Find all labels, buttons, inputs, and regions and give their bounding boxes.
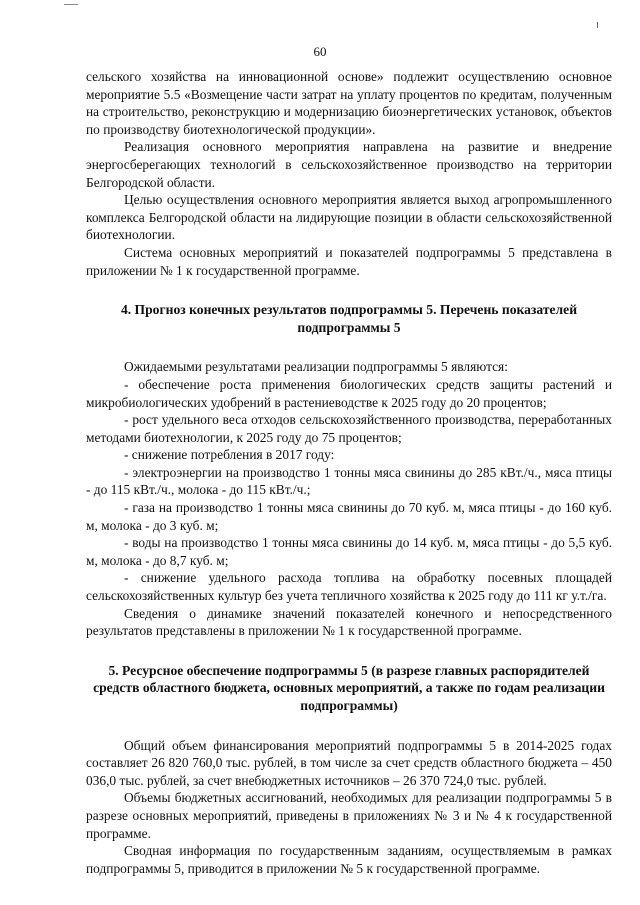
paragraph: Общий объем финансирования мероприятий подпрограммы 5 в 2014-2025 годах составляет 26 820 760,0 тыс. рублей, в том числе за счет средств областного бюджета – 450 036,0 тыс. рублей, за счет внебюджетных источников – 26 370 724,0 тыс. рублей. — [86, 737, 612, 788]
paragraph: Реализация основного мероприятия направлена на развитие и внедрение энергосберегающих технологий в сельскохозяйственное производство на территории Белгородской области. — [86, 139, 612, 190]
list-item: - воды на производство 1 тонны мяса свинины до 14 куб. м, мяса птицы - до 5,5 куб. м, молока - до 8,7 куб. м; — [86, 535, 612, 568]
paragraph: Система основных мероприятий и показателей подпрограммы 5 представлена в приложении № 1 к государственной программе. — [86, 244, 612, 278]
paragraph: Ожидаемыми результатами реализации подпрограммы 5 являются: — [124, 359, 508, 375]
list-item: - снижение удельного расхода топлива на обработку посевных площадей сельскохозяйственных культур без учета тепличного хозяйства к 2025 году до 111 кг у.т./га. — [86, 570, 612, 604]
list-item: - электроэнергии на производство 1 тонны мяса свинины до 285 кВт./ч., мяса птицы - до 115 кВт./ч., молока - до 115 кВт./ч.; — [86, 464, 612, 498]
paragraph: Объемы бюджетных ассигнований, необходимых для реализации подпрограммы 5 в разрезе основных мероприятий, приведены в приложениях № 3 и № 4 к государственной программе. — [86, 790, 612, 841]
document-body — [86, 68, 612, 877]
section-heading-5: 5. Ресурсное обеспечение подпрограммы 5 (в разрезе главных распорядителей средств областного бюджета, основных мероприятий, а также по годам реализации подпрограммы) — [93, 662, 605, 713]
paragraph: Сведения о динамике значений показателей конечного и непосредственного результатов представлены в приложении № 1 к государственной программе. — [86, 605, 612, 639]
scan-artifact-tick — [597, 22, 598, 28]
list-item: - обеспечение роста применения биологических средств защиты растений и микробиологических удобрений в растениеводстве к 2025 году до 20 процентов; — [86, 376, 612, 410]
paragraph: Сводная информация по государственным заданиям, осуществляемым в рамках подпрограммы 5, приводится в приложении № 5 к государственной программе. — [86, 843, 612, 876]
paragraph: Целью осуществления основного мероприятия является выход агропромышленного комплекса Белгородской области на лидирующие позиции в области сельскохозяйственной биотехнологии. — [86, 192, 612, 243]
list-item: - снижение потребления в 2017 году: — [124, 447, 335, 463]
list-item: - газа на производство 1 тонны мяса свинины до 70 куб. м, мяса птицы - до 160 куб. м, молока - до 3 куб. м; — [86, 500, 612, 533]
scan-artifact-mark — [64, 4, 78, 5]
list-item: - рост удельного веса отходов сельскохозяйственного производства, переработанных методами биотехнологии, к 2025 году до 75 процентов; — [86, 412, 612, 445]
section-heading-4: 4. Прогноз конечных результатов подпрограммы 5. Перечень показателей подпрограммы 5 — [120, 302, 578, 335]
page-number: 60 — [313, 44, 327, 59]
paragraph-continuation: сельского хозяйства на инновационной основе» подлежит осуществлению основное мероприятие 5.5 «Возмещение части затрат на уплату процентов по кредитам, полученным на строительство, реконструкцию и модернизацию биоэнергетических установок, объектов по производству биотехнологической продукции». — [86, 69, 612, 137]
